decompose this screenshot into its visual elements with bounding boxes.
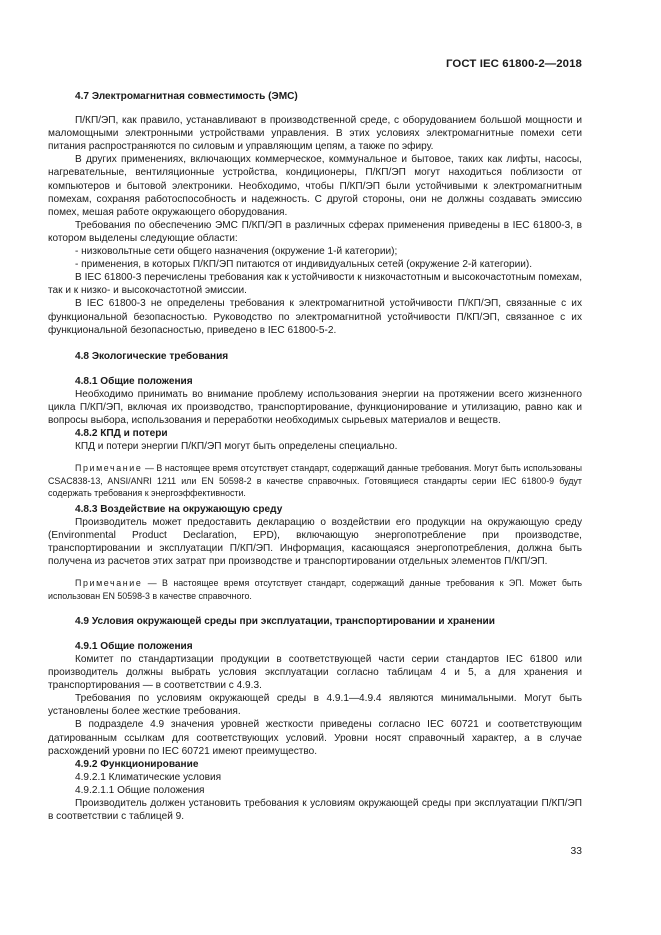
section-4-9-heading: 4.9 Условия окружающей среды при эксплуатации, транспортировании и хранении xyxy=(75,615,495,627)
paragraph: Производитель должен установить требования к условиям окружающей среды при эксплуатации П/КП/ЭП в соответствии с таблицей 9. xyxy=(48,798,582,823)
paragraph: Комитет по стандартизации продукции в соответствующей части серии стандартов IEC 61800 или производитель должны выбрать условия эксплуатации согласно таблицам 4 и 5, а для хранения и транспортирования — в соответствии с 4.9.3. xyxy=(48,654,582,692)
subsection-4-9-2-1-heading: 4.9.2.1 Климатические условия xyxy=(75,771,222,783)
note-label: Примечание xyxy=(75,578,143,589)
list-item: - применения, в которых П/КП/ЭП питаются от индивидуальных сетей (окружение 2-й категории). xyxy=(75,259,533,271)
subsection-4-8-3-heading: 4.8.3 Воздействие на окружающую среду xyxy=(75,503,283,515)
document-body xyxy=(48,90,582,823)
document-header: ГОСТ IEC 61800-2—2018 xyxy=(445,58,582,70)
paragraph: В подразделе 4.9 значения уровней жесткости приведены согласно IEC 60721 и соответствующим датированным ссылкам для соответствующих условий. Уровни носят справочный характер, а в случае расхождений уровни по IEC 60721 имеют преимущество. xyxy=(48,719,582,757)
note xyxy=(48,462,582,499)
page-number: 33 xyxy=(570,846,582,857)
subsection-4-8-2-heading: 4.8.2 КПД и потери xyxy=(75,428,168,440)
paragraph: В других применениях, включающих коммерческое, коммунальное и бытовое, таких как лифты, насосы, нагревательные, вентиляционные устройства, кондиционеры, П/КП/ЭП могут находиться поблизости от компьютеров и бытовой электроники. Необходимо, чтобы П/КП/ЭП были устойчивыми к электромагнитным помехам, сохраняя работоспособность и надежность. С другой стороны, они не должны создавать эмиссию помех, мешая работе окружающего оборудования. xyxy=(48,154,582,218)
paragraph: Производитель может предоставить декларацию о воздействии его продукции на окружающую среду (Environmental Product Declaration, EPD), включающую энергопотребление при производстве, транспортировании и эксплуатации П/КП/ЭП. Информация, касающаяся энергопотребления, должна быть получена из расчетов этих затрат при производстве и транспортировании отдельных элементов П/КП/ЭП. xyxy=(48,517,582,568)
note xyxy=(48,577,582,601)
note-label: Примечание xyxy=(75,463,143,474)
subsection-4-8-1-heading: 4.8.1 Общие положения xyxy=(75,375,193,387)
subsection-4-9-2-1-1-heading: 4.9.2.1.1 Общие положения xyxy=(75,784,205,796)
paragraph: В IEC 61800-3 не определены требования к электромагнитной устойчивости П/КП/ЭП, связанные с их функциональной безопасностью. Руководство по электромагнитной устойчивости П/КП/ЭП, связанное с их функциональной безопасностью, приведено в IEC 61800-5-2. xyxy=(48,298,582,336)
paragraph: П/КП/ЭП, как правило, устанавливают в производственной среде, с оборудованием большой мощности и маломощными электронными устройствами управления. В этих условиях электромагнитные помехи сети питания распространяются по силовым и управляющим цепям, а также по эфиру. xyxy=(48,115,582,153)
list-item: - низковольтные сети общего назначения (окружение 1-й категории); xyxy=(75,246,398,258)
paragraph: КПД и потери энергии П/КП/ЭП могут быть определены специально. xyxy=(75,441,398,453)
subsection-4-9-1-heading: 4.9.1 Общие положения xyxy=(75,640,193,652)
section-4-7-heading: 4.7 Электромагнитная совместимость (ЭМС) xyxy=(75,91,298,102)
paragraph: Требования по обеспечению ЭМС П/КП/ЭП в различных сферах применения приведены в IEC 61800-3, в котором выделены следующие области: xyxy=(48,219,582,244)
note-text: — В настоящее время отсутствует стандарт, содержащий данные требования к ЭП. Может быть использован EN 50598-3 в качестве справочного. xyxy=(48,578,582,601)
paragraph: Требования по условиям окружающей среды в 4.9.1—4.9.4 являются минимальными. Могут быть установлены более жесткие требования. xyxy=(48,693,582,718)
section-4-8-heading: 4.8 Экологические требования xyxy=(75,350,229,362)
subsection-4-9-2-heading: 4.9.2 Функционирование xyxy=(75,758,199,770)
paragraph: Необходимо принимать во внимание проблему использования энергии на протяжении всего жизненного цикла П/КП/ЭП, включая их производство, транспортирование, функционирование и утилизацию, равно как и вопросы выбора, использования и переработки необходимых сырьевых материалов и веществ. xyxy=(48,388,582,427)
note-text: — В настоящее время отсутствует стандарт, содержащий данные требования. Могут быть использованы CSAC838-13, ANSI/ANRI 1211 или EN 50598-2 в качестве справочных. Готовящиеся стандарты серии IEC 61800-9 будут содержать требования к энергоэффективности. xyxy=(48,463,582,498)
paragraph: В IEC 61800-3 перечислены требования как к устойчивости к низкочастотным и высокочастотным помехам, так и к низко- и высокочастотной эмиссии. xyxy=(48,272,582,297)
